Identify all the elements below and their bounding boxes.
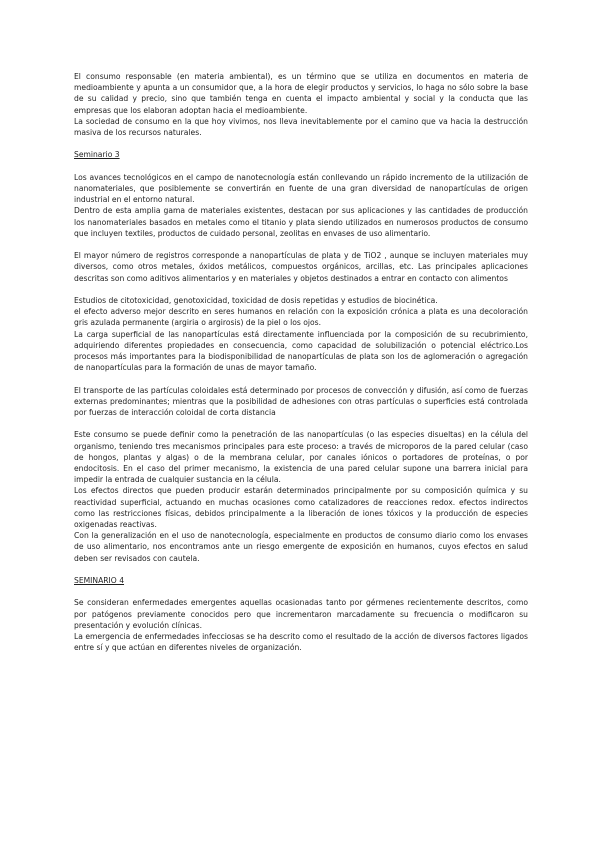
spacer [74, 239, 528, 250]
spacer [74, 373, 528, 384]
paragraph-avances-tecnologicos: Los avances tecnológicos en el campo de nanotecnología están conllevando un rápido incremento de la utilización de nanomateriales, que posiblemente se convertirán en fuente de una gran diversidad de nanopartículas de origen industrial en el entorno natural. [74, 172, 528, 205]
spacer [74, 418, 528, 429]
paragraph-gama-materiales: Dentro de esta amplia gama de materiales existentes, destacan por sus aplicaciones y las cantidades de producción los nanomateriales basados en metales como el titanio y plata siendo utilizados en numerosos productos de consumo que incluyen textiles, productos de cuidado personal, zeolitas en envases de uso alimentario. [74, 206, 528, 238]
paragraph-carga-superficial: La carga superficial de las nanopartículas está directamente influenciada por la composición de su recubrimiento, adquiriendo diferentes propiedades en consecuencia, como capacidad de solubilización o potencial eléctrico.Los procesos más importantes para la biodisponibilidad de nanopartículas de plata son los de aglomeración o agregación de nanopartículas para la formación de unas de mayor tamaño. [74, 329, 528, 373]
document-body [74, 71, 528, 653]
paragraph-consumo-responsable: El consumo responsable (en materia ambiental), es un término que se utiliza en documentos en materia de medioambiente y apunta a un consumidor que, a la hora de elegir productos y servicios, lo haga no sólo sobre la base de su calidad y precio, sino que también tenga en cuenta el impacto ambiental y social y la conducta que las empresas que los elaboran adoptan hacia el medioambiente. [74, 72, 528, 115]
paragraph-estudios: Estudios de citotoxicidad, genotoxicidad, toxicidad de dosis repetidas y estudios de biocinética. [74, 296, 438, 305]
spacer [74, 161, 528, 172]
heading-seminario-3: Seminario 3 [74, 150, 120, 160]
paragraph-registros: El mayor número de registros corresponde a nanopartículas de plata y de TiO2 , aunque se incluyen materiales muy diversos, como otros metales, óxidos metálicos, compuestos orgánicos, arcillas, etc. Las principales aplicaciones descritas son como aditivos alimentarios y en materiales y objetos destinados a entrar en contacto con alimentos [74, 251, 528, 283]
paragraph-generalizacion: Con la generalización en el uso de nanotecnología, especialmente en productos de consumo diario como los envases de uso alimentario, nos encontramos ante un riesgo emergente de exposición en humanos, cuyos efectos en salud deben ser revisados con cautela. [74, 531, 528, 563]
spacer [74, 586, 528, 597]
paragraph-sociedad-consumo: La sociedad de consumo en la que hoy vivimos, nos lleva inevitablemente por el camino que va hacia la destrucción masiva de los recursos naturales. [74, 116, 528, 138]
spacer [74, 564, 528, 575]
spacer [74, 284, 528, 295]
paragraph-efectos-directos: Los efectos directos que pueden producir estarán determinados principalmente por su composición química y su reactividad superficial, actuando en muchas ocasiones como catalizadores de reacciones redox. efectos indirectos como las restricciones físicas, debidos principalmente a la liberación de iones tóxicos y la producción de especies oxigenadas reactivas. [74, 486, 528, 530]
paragraph-enfermedades-emergentes: Se consideran enfermedades emergentes aquellas ocasionadas tanto por gérmenes recientemente descritos, como por patógenos previamente conocidos pero que incrementaron marcadamente su frecuencia o modificaron su presentación y evolución clínicas. [74, 598, 528, 630]
paragraph-efecto-adverso: el efecto adverso mejor descrito en seres humanos en relación con la exposición crónica a plata es una decoloración gris azulada permanente (argiria o argirosis) de la piel o los ojos. [74, 307, 528, 328]
spacer [74, 138, 528, 149]
paragraph-penetracion: Este consumo se puede definir como la penetración de las nanopartículas (o las especies disueltas) en la célula del organismo, teniendo tres mecanismos principales para este proceso: a través de microporos de la pared celular (caso de hongos, plantas y algas) o de la membrana celular, por canales iónicos o portadores de proteínas, o por endocitosis. En el caso del primer mecanismo, la existencia de una pared celular supone una barrera inicial para impedir la entrada de cualquier sustancia en la célula. [74, 430, 528, 485]
paragraph-emergencia-infecciosas: La emergencia de enfermedades infecciosas se ha descrito como el resultado de la acción de diversos factores ligados entre sí y que actúan en diferentes niveles de organización. [74, 632, 528, 653]
heading-seminario-4: SEMINARIO 4 [74, 576, 125, 586]
paragraph-transporte: El transporte de las partículas coloidales está determinado por procesos de convección y difusión, así como de fuerzas externas predominantes; mientras que la posibilidad de adhesiones con otras partículas o superficies está controlada por fuerzas de interacción coloidal de corta distancia [74, 385, 528, 418]
